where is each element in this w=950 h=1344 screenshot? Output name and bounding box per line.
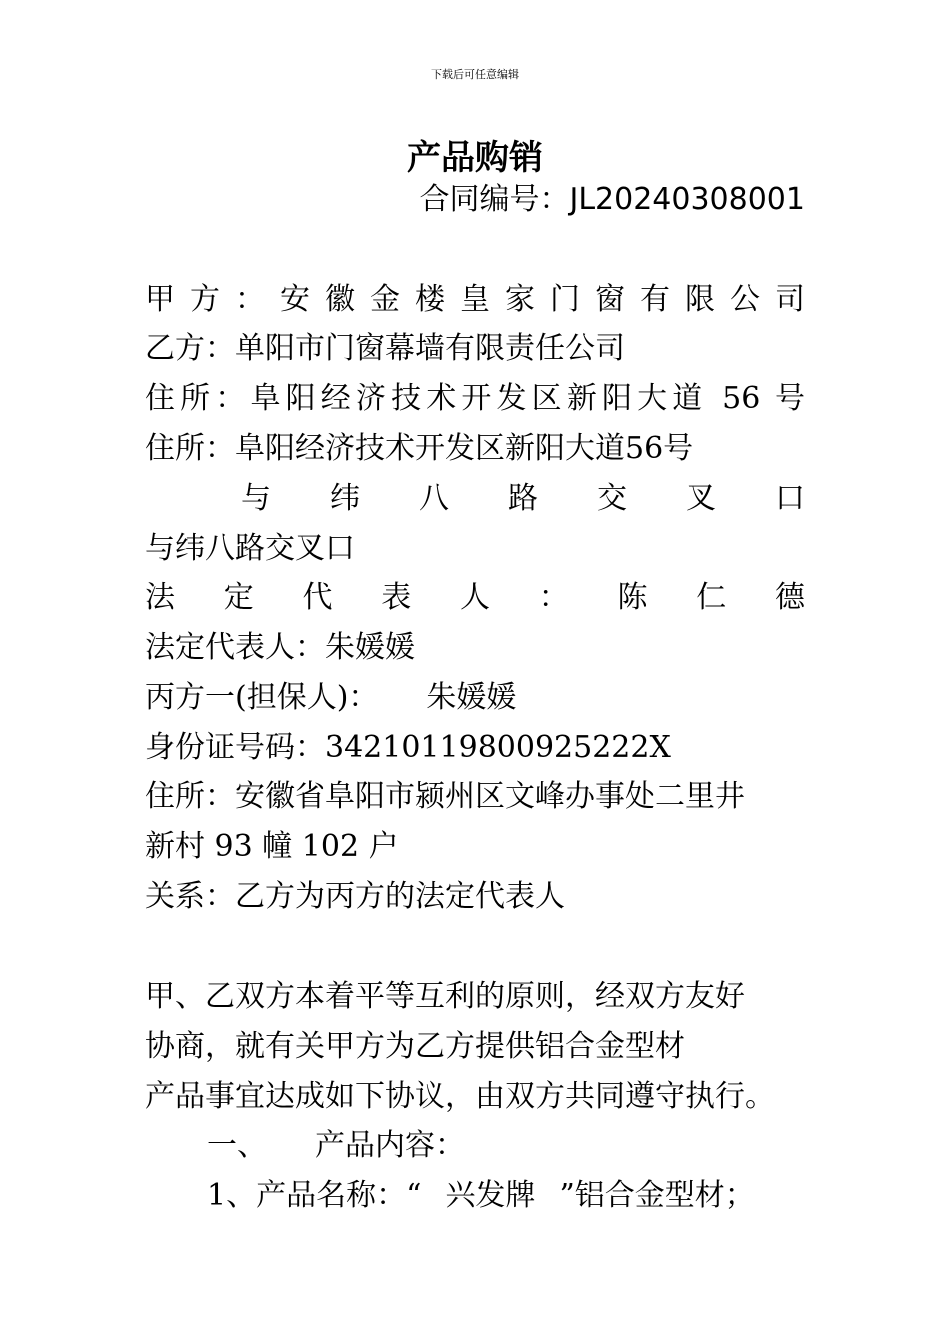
paragraph-line-2: 协商，就有关甲方为乙方提供铝合金型材 <box>145 1029 685 1064</box>
address-c-continued: 新村 93 幢 102 户 <box>145 829 399 864</box>
item-1-brand: 兴发牌 <box>445 1178 536 1213</box>
item-1 <box>145 1176 805 1216</box>
section-1-heading <box>145 1126 805 1166</box>
header-note: 下载后可任意编辑 <box>431 68 519 81</box>
contract-number: 合同编号：JL20240308001 <box>419 182 805 217</box>
id-number: 身份证号码：34210119800925222X <box>145 730 671 765</box>
address-b: 住所：阜阳经济技术开发区新阳大道56号 <box>145 431 694 466</box>
address-c: 住所：安徽省阜阳市颍州区文峰办事处二里井 <box>145 779 745 814</box>
section-1-title: 产品内容： <box>315 1128 465 1163</box>
party-b: 乙方：单阳市门窗幕墙有限责任公司 <box>145 331 625 366</box>
party-a: 甲方：安徽金楼皇家门窗有限公司 <box>145 282 805 317</box>
address-a: 住所：阜阳经济技术开发区新阳大道 56 号 <box>145 381 805 416</box>
paragraph-line-1: 甲、乙双方本着平等互利的原则，经双方友好 <box>145 979 745 1014</box>
party-c-name: 朱媛媛 <box>426 680 517 715</box>
address-a-continued: 与纬八路交叉口 <box>241 481 805 516</box>
section-1-number: 一、 <box>207 1128 267 1163</box>
document-title: 产品购销 <box>407 138 543 178</box>
party-c <box>145 678 805 718</box>
relation: 关系：乙方为丙方的法定代表人 <box>145 879 565 914</box>
item-1-tail: ”铝合金型材； <box>559 1178 755 1213</box>
item-1-label: 1、产品名称：“ <box>207 1178 422 1213</box>
party-c-label: 丙方一(担保人)： <box>145 680 379 715</box>
paragraph-line-3: 产品事宜达成如下协议，由双方共同遵守执行。 <box>145 1079 775 1114</box>
legal-representative-a: 法定代表人：陈仁德 <box>145 580 805 615</box>
address-b-continued: 与纬八路交叉口 <box>145 531 355 566</box>
legal-representative-b: 法定代表人：朱媛媛 <box>145 630 415 665</box>
